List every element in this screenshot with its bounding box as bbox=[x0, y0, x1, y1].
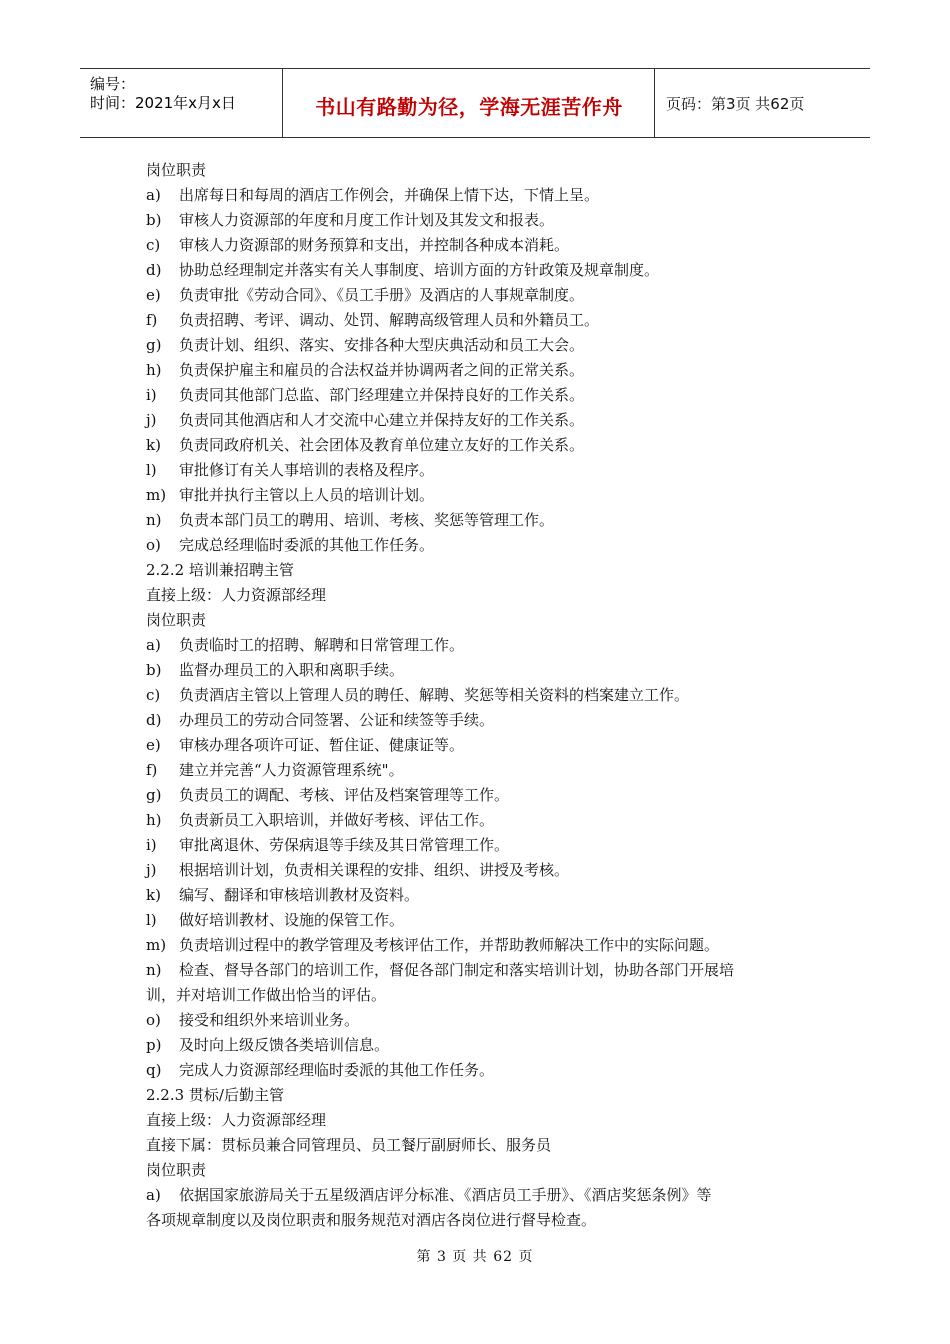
list-item-marker: d) bbox=[146, 711, 162, 729]
list-item-marker: j) bbox=[146, 411, 157, 429]
line-text: 负责酒店主管以上管理人员的聘任、解聘、奖惩等相关资料的档案建立工作。 bbox=[179, 686, 690, 704]
text-line bbox=[146, 983, 816, 1008]
line-text: 审核人力资源部的年度和月度工作计划及其发文和报表。 bbox=[179, 211, 555, 229]
list-item bbox=[146, 458, 816, 483]
line-text: 建立并完善“人力资源管理系统"。 bbox=[179, 761, 404, 779]
list-item bbox=[146, 1183, 816, 1208]
list-item bbox=[146, 233, 816, 258]
list-item-marker: n) bbox=[146, 511, 162, 529]
list-item bbox=[146, 808, 816, 833]
line-text: 检查、督导各部门的培训工作，督促各部门制定和落实培训计划，协助各部门开展培 bbox=[179, 961, 735, 979]
list-item-marker: b) bbox=[146, 661, 162, 679]
header-slogan-cell bbox=[284, 69, 655, 137]
list-item bbox=[146, 183, 816, 208]
list-item bbox=[146, 783, 816, 808]
list-item-marker: f) bbox=[146, 311, 158, 329]
list-item bbox=[146, 683, 816, 708]
line-text: 出席每日和每周的酒店工作例会，并确保上情下达，下情上呈。 bbox=[179, 186, 600, 204]
list-item-marker: o) bbox=[146, 1011, 161, 1029]
line-text: 接受和组织外来培训业务。 bbox=[179, 1011, 360, 1029]
list-item-marker: a) bbox=[146, 1186, 161, 1204]
list-item bbox=[146, 308, 816, 333]
line-text: 编写、翻译和审核培训教材及资料。 bbox=[179, 886, 420, 904]
list-item bbox=[146, 958, 816, 983]
line-text: 2.2.2 培训兼招聘主管 bbox=[146, 561, 294, 579]
list-item-marker: k) bbox=[146, 886, 161, 904]
document-date-label: 时间：2021年x月x日 bbox=[90, 94, 236, 112]
list-item-marker: d) bbox=[146, 261, 162, 279]
line-text: 各项规章制度以及岗位职责和服务规范对酒店各岗位进行督导检查。 bbox=[146, 1211, 597, 1229]
line-text: 根据培训计划，负责相关课程的安排、组织、讲授及考核。 bbox=[179, 861, 570, 879]
text-line bbox=[146, 1208, 816, 1233]
line-text: 审核办理各项许可证、暂住证、健康证等。 bbox=[179, 736, 465, 754]
list-item bbox=[146, 358, 816, 383]
line-text: 协助总经理制定并落实有关人事制度、培训方面的方针政策及规章制度。 bbox=[179, 261, 660, 279]
text-line bbox=[146, 558, 816, 583]
line-text: 监督办理员工的入职和离职手续。 bbox=[179, 661, 405, 679]
list-item bbox=[146, 508, 816, 533]
line-text: 依据国家旅游局关于五星级酒店评分标准、《酒店员工手册》、《酒店奖惩条例》等 bbox=[179, 1186, 712, 1204]
list-item-marker: h) bbox=[146, 811, 162, 829]
page-footer: 第 3 页 共 62 页 bbox=[416, 1249, 534, 1265]
line-text: 审批修订有关人事培训的表格及程序。 bbox=[179, 461, 435, 479]
list-item bbox=[146, 483, 816, 508]
line-text: 负责新员工入职培训，并做好考核、评估工作。 bbox=[179, 811, 495, 829]
line-text: 直接上级：人力资源部经理 bbox=[146, 586, 327, 604]
line-text: 审批并执行主管以上人员的培训计划。 bbox=[179, 486, 435, 504]
line-text: 及时向上级反馈各类培训信息。 bbox=[179, 1036, 390, 1054]
line-text: 负责同其他酒店和人才交流中心建立并保持友好的工作关系。 bbox=[179, 411, 585, 429]
list-item-marker: p) bbox=[146, 1036, 162, 1054]
list-item bbox=[146, 908, 816, 933]
line-text: 岗位职责 bbox=[146, 611, 207, 629]
list-item bbox=[146, 833, 816, 858]
list-item bbox=[146, 708, 816, 733]
text-line bbox=[146, 1133, 816, 1158]
list-item bbox=[146, 658, 816, 683]
list-item-marker: l) bbox=[146, 911, 157, 929]
header-page-number: 页码：第3页 共62页 bbox=[666, 95, 805, 113]
line-text: 训，并对培训工作做出恰当的评估。 bbox=[146, 986, 387, 1004]
line-text: 直接下属：贯标员兼合同管理员、员工餐厅副厨师长、服务员 bbox=[146, 1136, 552, 1154]
line-text: 负责员工的调配、考核、评估及档案管理等工作。 bbox=[179, 786, 510, 804]
list-item bbox=[146, 408, 816, 433]
line-text: 负责保护雇主和雇员的合法权益并协调两者之间的正常关系。 bbox=[179, 361, 585, 379]
header-slogan: 书山有路勤为径，学海无涯苦作舟 bbox=[315, 95, 623, 119]
list-item bbox=[146, 883, 816, 908]
list-item-marker: j) bbox=[146, 861, 157, 879]
line-text: 负责临时工的招聘、解聘和日常管理工作。 bbox=[179, 636, 465, 654]
list-item-marker: e) bbox=[146, 286, 161, 304]
text-line bbox=[146, 1108, 816, 1133]
list-item bbox=[146, 858, 816, 883]
line-text: 做好培训教材、设施的保管工作。 bbox=[179, 911, 405, 929]
line-text: 审核人力资源部的财务预算和支出，并控制各种成本消耗。 bbox=[179, 236, 570, 254]
line-text: 负责计划、组织、落实、安排各种大型庆典活动和员工大会。 bbox=[179, 336, 585, 354]
text-line bbox=[146, 1083, 816, 1108]
list-item-marker: a) bbox=[146, 636, 161, 654]
line-text: 负责招聘、考评、调动、处罚、解聘高级管理人员和外籍员工。 bbox=[179, 311, 600, 329]
list-item-marker: i) bbox=[146, 836, 157, 854]
list-item-marker: g) bbox=[146, 786, 162, 804]
text-line bbox=[146, 608, 816, 633]
line-text: 办理员工的劳动合同签署、公证和续签等手续。 bbox=[179, 711, 495, 729]
document-body bbox=[146, 158, 816, 1233]
line-text: 直接上级：人力资源部经理 bbox=[146, 1111, 327, 1129]
line-text: 完成人力资源部经理临时委派的其他工作任务。 bbox=[179, 1061, 495, 1079]
list-item bbox=[146, 633, 816, 658]
list-item-marker: a) bbox=[146, 186, 161, 204]
list-item-marker: c) bbox=[146, 236, 161, 254]
line-text: 审批离退休、劳保病退等手续及其日常管理工作。 bbox=[179, 836, 510, 854]
list-item bbox=[146, 333, 816, 358]
line-text: 负责本部门员工的聘用、培训、考核、奖惩等管理工作。 bbox=[179, 511, 555, 529]
line-text: 2.2.3 贯标/后勤主管 bbox=[146, 1086, 284, 1104]
line-text: 负责审批《劳动合同》、《员工手册》及酒店的人事规章制度。 bbox=[179, 286, 585, 304]
list-item bbox=[146, 733, 816, 758]
list-item bbox=[146, 758, 816, 783]
list-item-marker: f) bbox=[146, 761, 158, 779]
list-item-marker: k) bbox=[146, 436, 161, 454]
header-page-cell bbox=[656, 69, 870, 137]
text-line bbox=[146, 583, 816, 608]
list-item-marker: e) bbox=[146, 736, 161, 754]
line-text: 岗位职责 bbox=[146, 161, 207, 179]
text-line bbox=[146, 1158, 816, 1183]
list-item bbox=[146, 1008, 816, 1033]
list-item-marker: i) bbox=[146, 386, 157, 404]
list-item-marker: b) bbox=[146, 211, 162, 229]
line-text: 完成总经理临时委派的其他工作任务。 bbox=[179, 536, 435, 554]
document-number-label: 编号： bbox=[90, 75, 136, 93]
line-text: 负责同其他部门总监、部门经理建立并保持良好的工作关系。 bbox=[179, 386, 585, 404]
line-text: 负责同政府机关、社会团体及教育单位建立友好的工作关系。 bbox=[179, 436, 585, 454]
list-item-marker: l) bbox=[146, 461, 157, 479]
header-info-cell bbox=[80, 69, 283, 137]
list-item bbox=[146, 1033, 816, 1058]
list-item bbox=[146, 533, 816, 558]
line-text: 负责培训过程中的教学管理及考核评估工作，并帮助教师解决工作中的实际问题。 bbox=[179, 936, 720, 954]
list-item bbox=[146, 283, 816, 308]
list-item bbox=[146, 1058, 816, 1083]
page-header bbox=[80, 68, 870, 138]
list-item-marker: m) bbox=[146, 936, 167, 954]
list-item-marker: g) bbox=[146, 336, 162, 354]
list-item bbox=[146, 208, 816, 233]
list-item bbox=[146, 433, 816, 458]
list-item-marker: n) bbox=[146, 961, 162, 979]
list-item-marker: q) bbox=[146, 1061, 162, 1079]
list-item bbox=[146, 258, 816, 283]
list-item-marker: c) bbox=[146, 686, 161, 704]
list-item-marker: o) bbox=[146, 536, 161, 554]
text-line bbox=[146, 158, 816, 183]
line-text: 岗位职责 bbox=[146, 1161, 207, 1179]
list-item-marker: m) bbox=[146, 486, 167, 504]
list-item bbox=[146, 933, 816, 958]
list-item-marker: h) bbox=[146, 361, 162, 379]
list-item bbox=[146, 383, 816, 408]
